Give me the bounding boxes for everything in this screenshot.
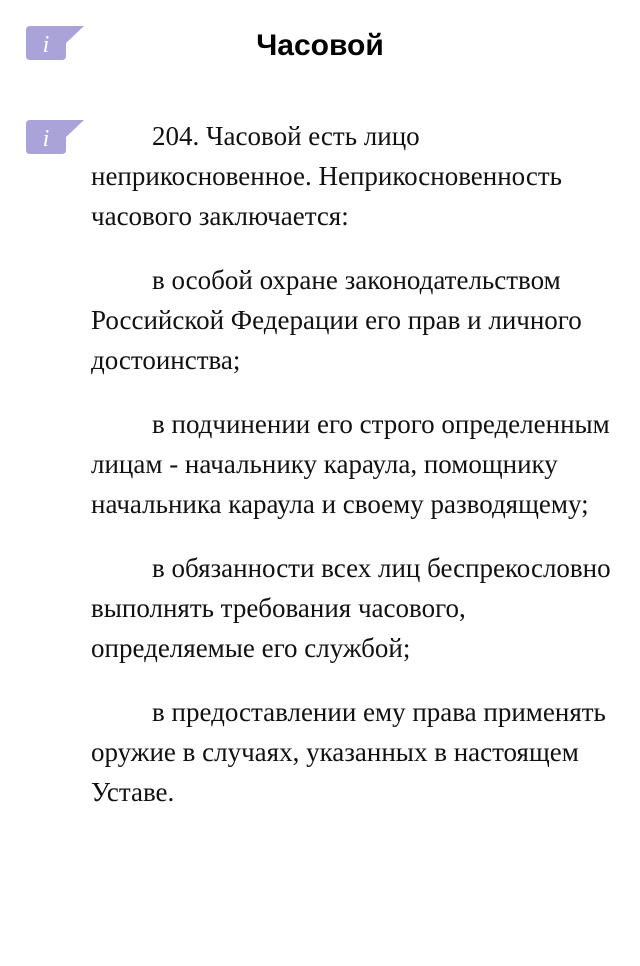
article-info-icon[interactable] [26, 120, 84, 154]
article-paragraph: 204. Часовой есть лицо неприкосновенное. Неприкосновенность часового заключается: [91, 121, 562, 231]
info-note-icon-shape [26, 120, 84, 154]
article-paragraph: в особой охране законодательством Российской Федерации его прав и личного достоинства; [91, 265, 582, 375]
article-paragraph: в подчинении его строго определенным лицам - начальнику караула, помощнику начальника караула и своему разводящему; [91, 409, 610, 519]
svg-text:i: i [42, 126, 50, 152]
svg-text:i: i [42, 32, 50, 58]
page-title: Часовой [256, 29, 384, 62]
article-paragraph: в обязанности всех лиц беспрекословно выполнять требования часового, определяемые его службой; [91, 553, 611, 663]
article-body [91, 116, 616, 812]
article-paragraph: в предоставлении ему права применять оружие в случаях, указанных в настоящем Уставе. [91, 697, 606, 807]
